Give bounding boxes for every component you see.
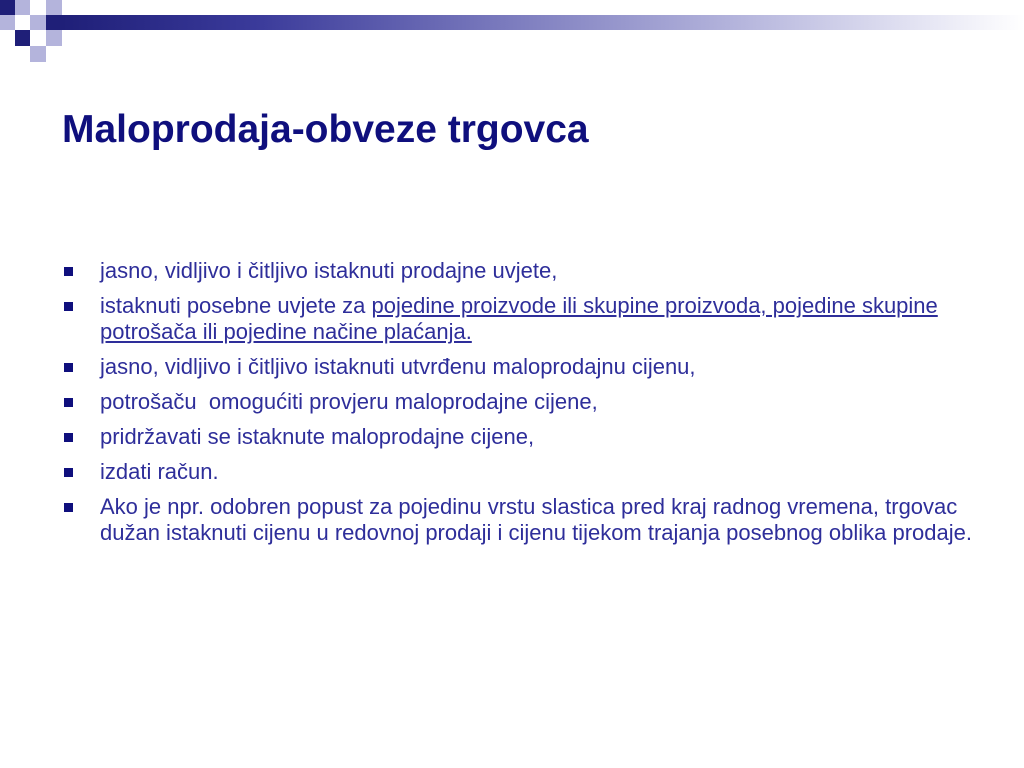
bullet-text: Ako je npr. odobren popust za pojedinu vrstu slastica pred kraj radnog vremena, trgovac dužan istaknuti cijenu u redovnoj prodaji i cijenu tijekom trajanja posebnog oblika prodaje. <box>100 494 972 545</box>
bullet-item <box>62 389 982 415</box>
square-bullet-icon <box>64 363 73 372</box>
square-bullet-icon <box>64 267 73 276</box>
bullet-item <box>62 354 982 380</box>
bullet-text: jasno, vidljivo i čitljivo istaknuti utvrđenu maloprodajnu cijenu, <box>100 354 696 379</box>
decor-square <box>0 0 15 15</box>
bullet-text: potrošaču omogućiti provjeru maloprodajne cijene, <box>100 389 598 414</box>
square-bullet-icon <box>64 302 73 311</box>
bullet-item <box>62 293 982 345</box>
bullet-item <box>62 494 982 546</box>
bullet-item <box>62 459 982 485</box>
bullet-list <box>62 258 982 555</box>
header-decoration <box>0 0 1024 64</box>
decor-square <box>30 15 46 30</box>
decor-square <box>30 46 46 62</box>
bullet-item <box>62 424 982 450</box>
square-bullet-icon <box>64 398 73 407</box>
square-bullet-icon <box>64 503 73 512</box>
bullet-text: izdati račun. <box>100 459 219 484</box>
decor-square <box>46 30 62 46</box>
square-bullet-icon <box>64 433 73 442</box>
bullet-item <box>62 258 982 284</box>
bullet-text: istaknuti posebne uvjete za <box>100 293 372 318</box>
bullet-link[interactable]: pojedine proizvode ili skupine proizvoda, pojedine skupine potrošača ili pojedine načine plaćanja. <box>100 293 938 344</box>
decor-gradient-bar <box>62 15 1024 30</box>
decor-square <box>15 0 30 15</box>
decor-square <box>46 15 62 30</box>
decor-square <box>0 15 15 30</box>
decor-square <box>15 30 30 46</box>
bullet-text: pridržavati se istaknute maloprodajne cijene, <box>100 424 535 449</box>
decor-square <box>46 0 62 15</box>
slide-title: Maloprodaja-obveze trgovca <box>62 108 589 151</box>
square-bullet-icon <box>64 468 73 477</box>
bullet-text: jasno, vidljivo i čitljivo istaknuti prodajne uvjete, <box>100 258 558 283</box>
